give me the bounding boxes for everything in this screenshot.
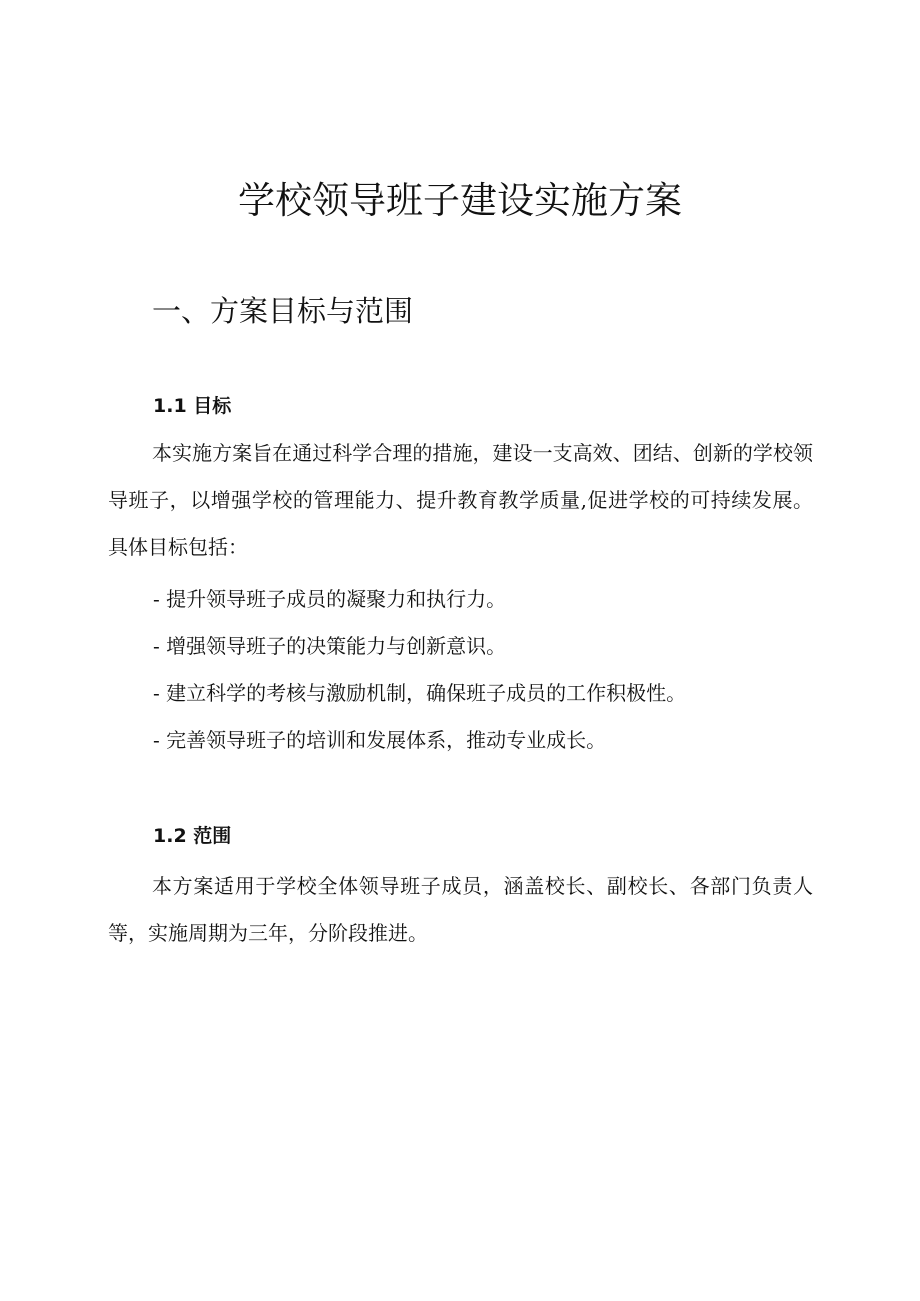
section-heading-goals-scope: 一、方案目标与范围 [152, 294, 414, 328]
scope-paragraph: 本方案适用于学校全体领导班子成员，涵盖校长、副校长、各部门负责人等，实施周期为三年，分阶段推进。 [108, 874, 813, 945]
goal-list [153, 576, 686, 764]
list-item: - 增强领导班子的决策能力与创新意识。 [153, 634, 507, 658]
list-item: - 完善领导班子的培训和发展体系，推动专业成长。 [153, 728, 607, 752]
list-item: - 提升领导班子成员的凝聚力和执行力。 [153, 587, 507, 611]
goal-paragraph: 本实施方案旨在通过科学合理的措施，建设一支高效、团结、创新的学校领导班子，以增强学校的管理能力、提升教育教学质量,促进学校的可持续发展。具体目标包括： [108, 441, 813, 559]
list-item: - 建立科学的考核与激励机制，确保班子成员的工作积极性。 [153, 681, 687, 705]
subheading-scope: 1.2 范围 [153, 825, 232, 847]
subheading-goal: 1.1 目标 [153, 395, 232, 417]
document-title: 学校领导班子建设实施方案 [238, 179, 682, 222]
